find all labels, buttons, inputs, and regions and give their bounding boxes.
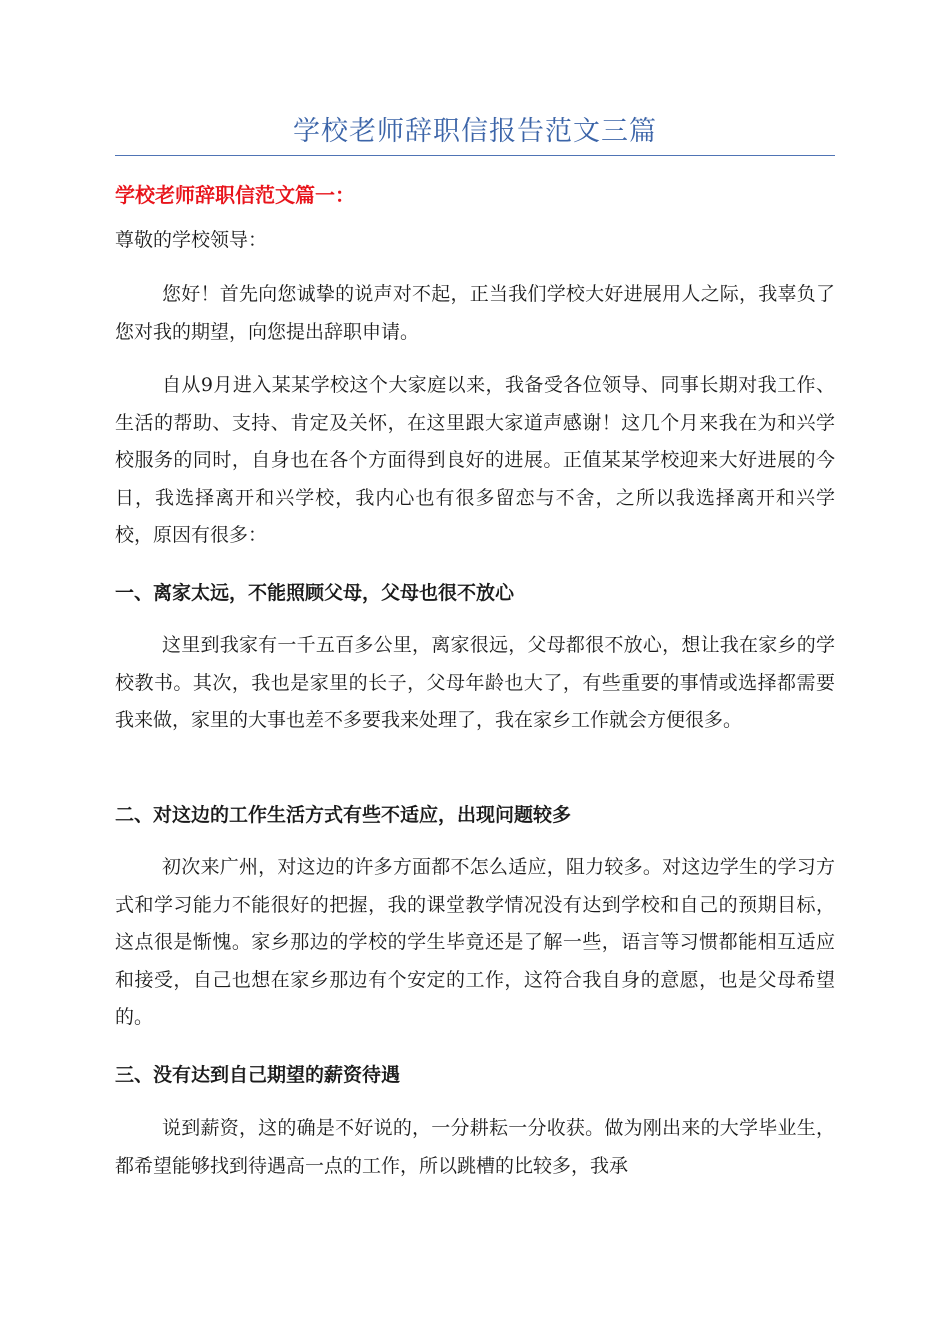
title-underline [115,155,835,156]
document-title: 学校老师辞职信报告范文三篇 [293,116,657,147]
salutation: 尊敬的学校领导： [115,229,268,251]
paragraph-point-1: 这里到我家有一千五百多公里，离家很远，父母都很不放心，想让我在家乡的学校教书。其次，我也是家里的长子，父母年龄也大了，有些重要的事情或选择都需要我来做，家里的大事也差不多要我来处理了，我在家乡工作就会方便很多。 [115,634,835,732]
paragraph-point-3: 说到薪资，这的确是不好说的，一分耕耘一分收获。做为刚出来的大学毕业生，都希望能够找到待遇高一点的工作，所以跳槽的比较多，我承 [115,1117,835,1177]
point-heading-1: 一、离家太远，不能照顾父母，父母也很不放心 [115,582,515,604]
point-heading-3: 三、没有达到自己期望的薪资待遇 [115,1064,401,1086]
point-heading-2: 二、对这边的工作生活方式有些不适应，出现问题较多 [115,804,572,826]
paragraph-greeting: 您好！首先向您诚挚的说声对不起，正当我们学校大好进展用人之际，我辜负了您对我的期望，向您提出辞职申请。 [115,283,835,343]
paragraph-point-2: 初次来广州，对这边的许多方面都不怎么适应，阻力较多。对这边学生的学习方式和学习能力不能很好的把握，我的课堂教学情况没有达到学校和自己的预期目标，这点很是惭愧。家乡那边的学校的学生毕竟还是了解一些，语言等习惯都能相互适应和接受，自己也想在家乡那边有个安定的工作，这符合我自身的意愿，也是父母希望的。 [115,856,835,1029]
section-heading: 学校老师辞职信范文篇一： [115,183,355,207]
paragraph-intro: 自从9月进入某某学校这个大家庭以来，我备受各位领导、同事长期对我工作、生活的帮助、支持、肯定及关怀，在这里跟大家道声感谢！这几个月来我在为和兴学校服务的同时，自身也在各个方面得到良好的进展。正值某某学校迎来大好进展的今日，我选择离开和兴学校，我内心也有很多留恋与不舍，之所以我选择离开和兴学校，原因有很多： [115,374,835,547]
